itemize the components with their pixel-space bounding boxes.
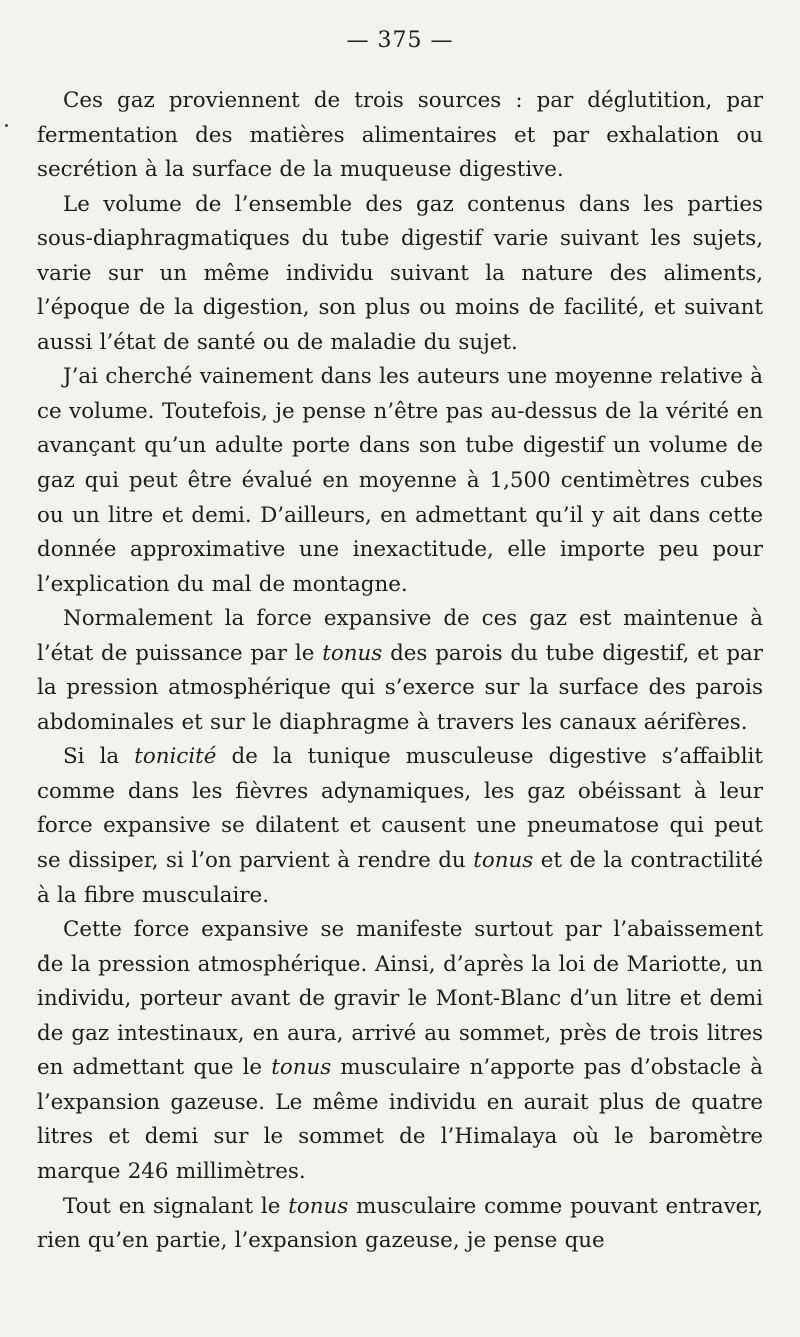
paragraph xyxy=(37,913,763,1189)
text-run: musculaire n’apporte pas d’obstacle à l’expansion gazeuse. Le même individu en aurait plus de quatre litres et demi sur le sommet de l’Himalaya où le baromètre marque 246 millimètres. xyxy=(37,1055,764,1184)
paragraph xyxy=(37,84,763,188)
text-run: Cette force expansive se manifeste surtout par l’abaissement de la pression atmosphérique. Ainsi, d’après la loi de Mariotte, un individu, porteur avant de gravir le Mont-Blanc d’un litre et demi de gaz intestinaux, en aura, arrivé au sommet, près de trois litres en admettant que le xyxy=(37,917,763,1081)
text-run: et de la contractilité à la fibre musculaire. xyxy=(37,848,764,908)
text-run: des parois du tube digestif, et par la pression atmosphérique qui s’exerce sur la surface des parois abdominales et sur le diaphragme à travers les canaux aérifères. xyxy=(37,640,763,735)
text-run: Si la xyxy=(63,744,135,770)
italic-text: tonus xyxy=(271,1055,332,1081)
text-run: Tout en signalant le xyxy=(63,1193,289,1219)
italic-text: tonus xyxy=(473,848,534,874)
paragraph xyxy=(37,602,763,740)
text-run: Ces gaz proviennent de trois sources : par déglutition, par fermentation des matières alimentaires et par exhalation ou secrétion à la surface de la muqueuse digestive. xyxy=(37,88,763,183)
paragraph xyxy=(37,360,763,602)
margin-mark xyxy=(5,124,8,127)
italic-text: tonus xyxy=(288,1193,349,1219)
body-text xyxy=(37,84,763,1259)
italic-text: tonicité xyxy=(134,744,217,770)
italic-text: tonus xyxy=(322,640,383,666)
text-run: J’ai cherché vainement dans les auteurs une moyenne relative à ce volume. Toutefois, je pense n’être pas au-dessus de la vérité en avançant qu’un adulte porte dans son tube digestif un volume de gaz qui peut être évalué en moyenne à 1,500 centimètres cubes ou un litre et demi. D’ailleurs, en admettant qu’il y ait dans cette donnée approximative une inexactitude, elle importe peu pour l’explication du mal de montagne. xyxy=(37,364,763,597)
text-run: Le volume de l’ensemble des gaz contenus dans les parties sous-diaphragmatiques du tube digestif varie suivant les sujets, varie sur un même individu suivant la nature des aliments, l’époque de la digestion, son plus ou moins de facilité, et suivant aussi l’état de santé ou de maladie du sujet. xyxy=(37,191,763,355)
page-number: — 375 — xyxy=(346,28,454,53)
text-run: de la tunique musculeuse digestive s’affaiblit comme dans les fièvres adynamiques, les gaz obéissant à leur force expansive se dilatent et causent une pneumatose qui peut se dissiper, si l’on parvient à rendre du xyxy=(37,744,763,874)
paragraph xyxy=(37,1190,763,1259)
paragraph xyxy=(37,188,763,361)
paragraph xyxy=(37,740,763,913)
text-run: musculaire comme pouvant entraver, rien qu’en partie, l’expansion gazeuse, je pense que xyxy=(37,1193,763,1254)
text-run: Normalement la force expansive de ces gaz est maintenue à l’état de puissance par le xyxy=(37,606,763,666)
